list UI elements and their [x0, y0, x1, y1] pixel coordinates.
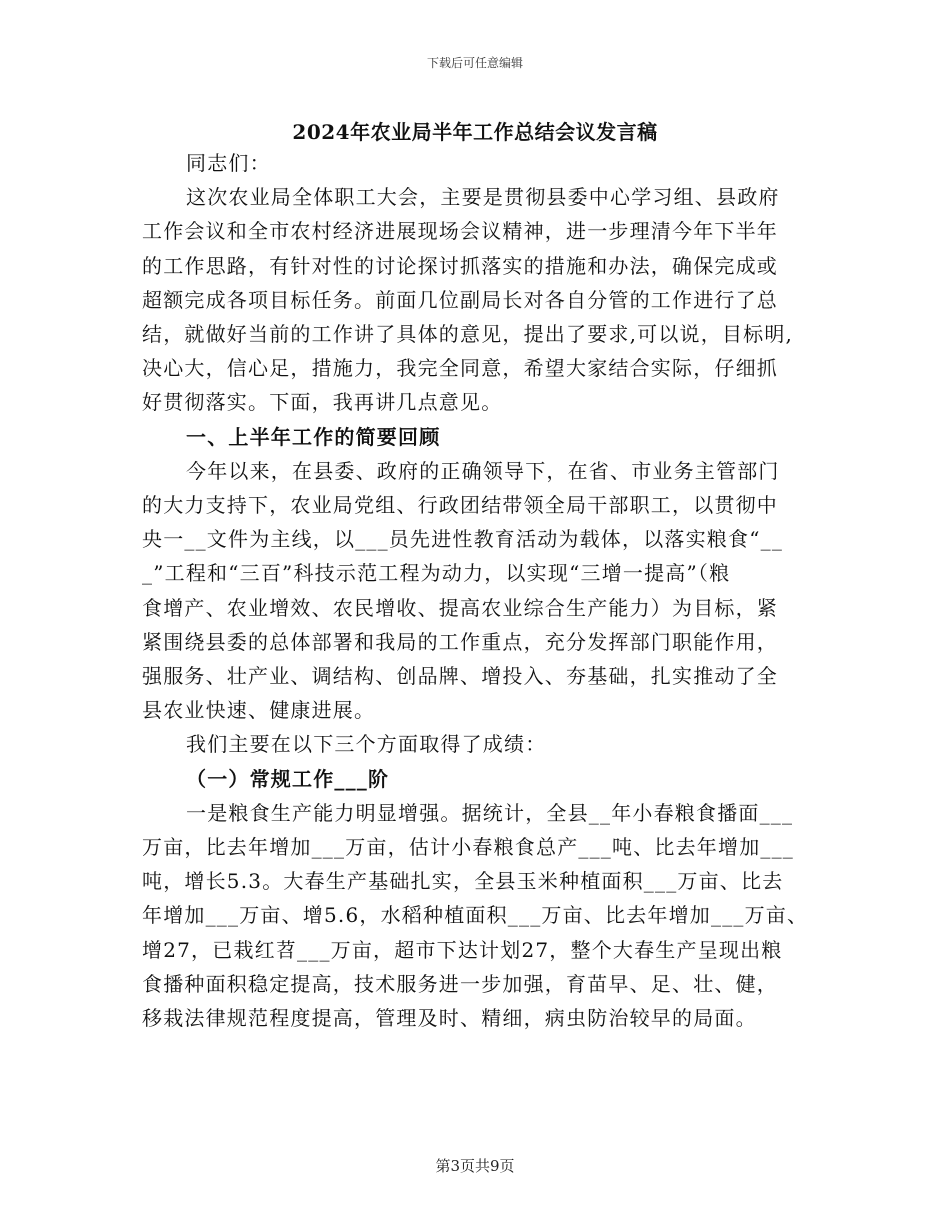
document-body — [142, 146, 818, 1035]
paragraph-line: 年增加___万亩、增5.6，水稻种植面积___万亩、比去年增加___万亩、 — [142, 903, 809, 928]
paragraph-line: 的大力支持下，农业局党组、行政团结带领全局干部职工，以贯彻中 — [142, 493, 778, 518]
paragraph-line: 超额完成各项目标任务。前面几位副局长对各自分管的工作进行了总 — [142, 287, 778, 312]
section-heading-line: 一、上半年工作的简要回顾 — [186, 424, 441, 449]
paragraph-line: 一是粮食生产能力明显增强。据统计，全县__年小春粮食播面___ — [186, 800, 794, 825]
paragraph-line: 食播种面积稳定提高，技术服务进一步加强，育苗早、足、壮、健， — [142, 971, 778, 996]
page-indicator: 第3页共9页 — [435, 1157, 515, 1175]
paragraph-line: 决心大，信心足，措施力，我完全同意，希望大家结合实际，仔细抓 — [142, 356, 778, 381]
paragraph-line: 紧围绕县委的总体部署和我局的工作重点，充分发挥部门职能作用， — [142, 629, 778, 654]
paragraph-line: 好贯彻落实。下面，我再讲几点意见。 — [142, 390, 503, 415]
paragraph-line: 结，就做好当前的工作讲了具体的意见，提出了要求,可以说，目标明, — [142, 322, 794, 347]
paragraph-line: 移栽法律规范程度提高，管理及时、精细，病虫防治较早的局面。 — [142, 1006, 757, 1031]
section-heading-line: （一）常规工作___阶 — [186, 766, 390, 791]
paragraph-line: 工作会议和全市农村经济进展现场会议精神，进一步理清今年下半年 — [142, 219, 778, 244]
header-note: 下载后可任意编辑 — [426, 56, 523, 70]
paragraph-line: 增27，已栽红苕___万亩，超市下达计划27，整个大春生产呈现出粮 — [142, 937, 783, 962]
paragraph-line: _”工程和“三百”科技示范工程为动力，以实现“三增一提高”（粮 — [142, 561, 731, 586]
paragraph-line: 食增产、农业增效、农民增收、提高农业综合生产能力）为目标，紧 — [142, 595, 778, 620]
paragraph-line: 我们主要在以下三个方面取得了成绩： — [186, 732, 547, 757]
paragraph-line: 强服务、壮产业、调结构、创品牌、增投入、夯基础，扎实推动了全 — [142, 664, 778, 689]
paragraph-line: 央一__文件为主线，以___员先进性教育活动为载体，以落实粮食“__ — [142, 527, 784, 552]
paragraph-line: 万亩，比去年增加___万亩，估计小春粮食总产___吨、比去年增加___ — [142, 835, 794, 860]
document-title: 2024年农业局半年工作总结会议发言稿 — [292, 120, 658, 144]
paragraph-line: 同志们： — [186, 151, 271, 175]
paragraph-line: 县农业快速、健康进展。 — [142, 698, 376, 723]
paragraph-line: 的工作思路，有针对性的讨论探讨抓落实的措施和办法，确保完成或 — [142, 253, 778, 278]
paragraph-line: 吨，增长5.3。大春生产基础扎实，全县玉米种植面积___万亩、比去 — [142, 869, 784, 894]
paragraph-line: 这次农业局全体职工大会，主要是贯彻县委中心学习组、县政府 — [186, 185, 780, 210]
paragraph-line: 今年以来，在县委、政府的正确领导下，在省、市业务主管部门 — [186, 458, 780, 483]
